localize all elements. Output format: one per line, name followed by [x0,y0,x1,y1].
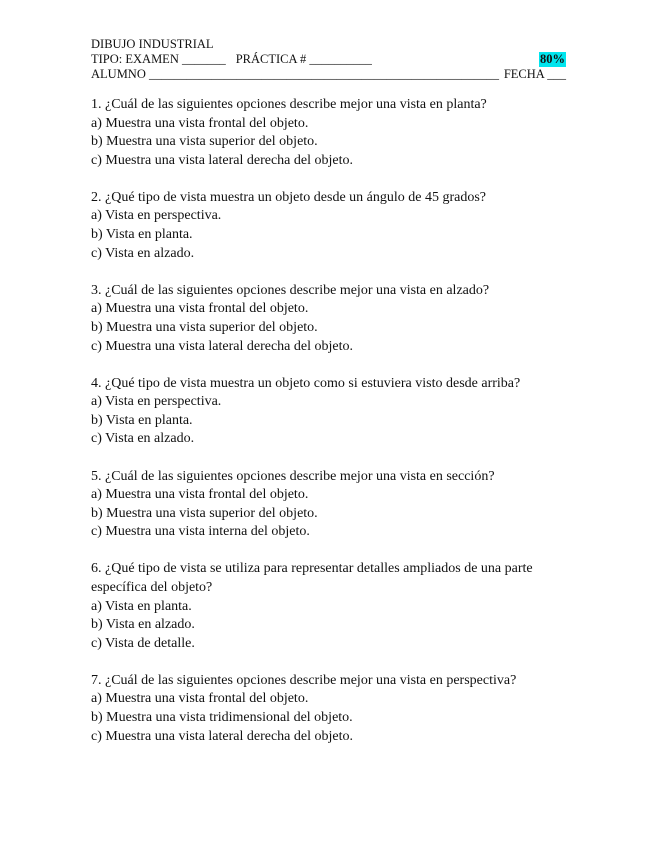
answer-option-c: c) Vista en alzado. [91,245,195,261]
alumno-line [91,67,566,82]
alumno-field: ALUMNO ________________________________________________________ [91,67,499,81]
answer-option-a: a) Vista en planta. [91,598,192,614]
question-text: 2. ¿Qué tipo de vista muestra un objeto desde un ángulo de 45 grados? [91,189,487,205]
tipo-line [91,52,566,67]
answer-option-b: b) Muestra una vista superior del objeto. [91,505,318,521]
answer-option-a: a) Muestra una vista frontal del objeto. [91,487,309,503]
question-1 [91,96,566,170]
answer-option-b: b) Muestra una vista superior del objeto. [91,319,318,335]
question-3 [91,282,566,356]
answer-option-c: c) Muestra una vista interna del objeto. [91,524,310,540]
score-badge: 80% [540,52,565,66]
answer-option-b: b) Vista en alzado. [91,617,195,633]
answer-option-c: c) Vista de detalle. [91,635,195,651]
question-text: 6. ¿Qué tipo de vista se utiliza para representar detalles ampliados de una parte específica del objeto? [91,561,533,595]
answer-option-c: c) Muestra una vista lateral derecha del objeto. [91,728,353,744]
question-5 [91,468,566,542]
question-text: 5. ¿Cuál de las siguientes opciones describe mejor una vista en sección? [91,468,495,484]
answer-option-a: a) Vista en perspectiva. [91,394,222,410]
answer-option-b: b) Vista en planta. [91,412,193,428]
answer-option-a: a) Muestra una vista frontal del objeto. [91,301,309,317]
question-4 [91,375,566,449]
answer-option-c: c) Muestra una vista lateral derecha del objeto. [91,338,353,354]
subject-line [91,37,566,52]
answer-option-a: a) Vista en perspectiva. [91,208,222,224]
tipo-field: TIPO: EXAMEN _______ [91,52,226,66]
fecha-field: FECHA ___ [503,67,566,81]
exam-page [91,37,566,765]
answer-option-b: b) Muestra una vista tridimensional del objeto. [91,710,353,726]
question-6 [91,560,566,653]
question-text: 3. ¿Cuál de las siguientes opciones describe mejor una vista en alzado? [91,282,490,298]
answer-option-a: a) Muestra una vista frontal del objeto. [91,691,309,707]
question-text: 4. ¿Qué tipo de vista muestra un objeto como si estuviera visto desde arriba? [91,375,521,391]
answer-option-b: b) Muestra una vista superior del objeto. [91,134,318,150]
subject-title: DIBUJO INDUSTRIAL [91,37,214,51]
answer-option-c: c) Muestra una vista lateral derecha del objeto. [91,152,353,168]
question-list [91,96,566,746]
practica-field: PRÁCTICA # __________ [235,52,372,66]
exam-header [91,37,566,82]
question-2 [91,189,566,263]
question-text: 7. ¿Cuál de las siguientes opciones describe mejor una vista en perspectiva? [91,672,517,688]
question-7 [91,672,566,746]
question-text: 1. ¿Cuál de las siguientes opciones describe mejor una vista en planta? [91,97,487,112]
answer-option-b: b) Vista en planta. [91,227,193,243]
answer-option-a: a) Muestra una vista frontal del objeto. [91,115,309,131]
answer-option-c: c) Vista en alzado. [91,431,195,447]
